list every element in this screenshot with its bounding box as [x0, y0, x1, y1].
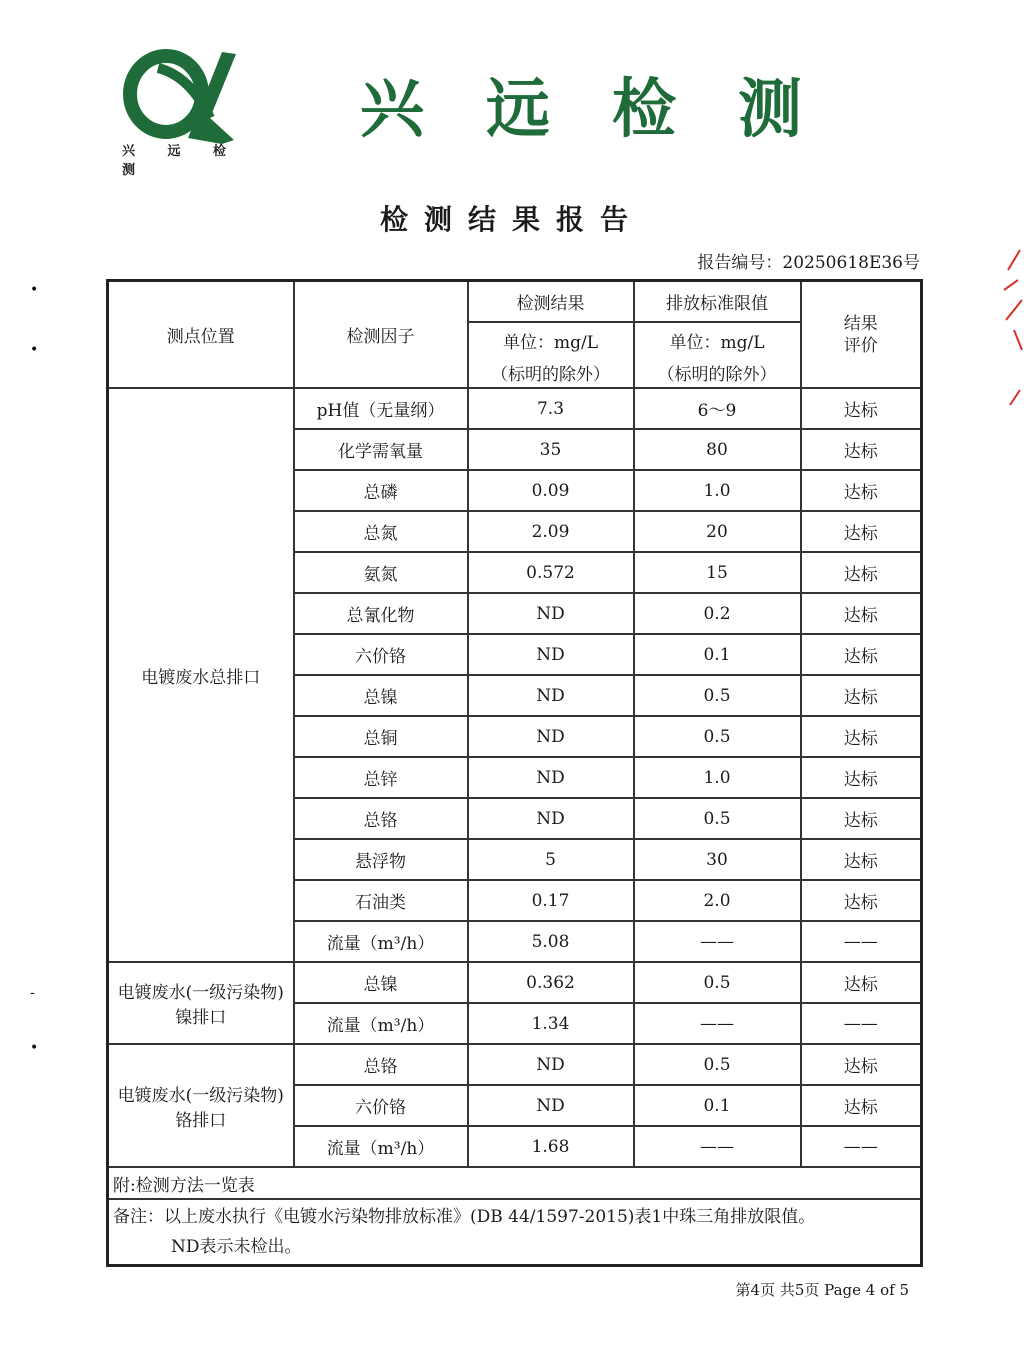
- limit-cell: 15: [634, 552, 801, 593]
- factor-cell: 总铬: [294, 1044, 468, 1085]
- red-seal-fragment: [1000, 240, 1024, 410]
- factor-cell: 流量（m³/h）: [294, 1003, 468, 1044]
- report-number: 报告编号：20250618E36号: [697, 253, 920, 273]
- table-row: [108, 962, 922, 1003]
- limit-cell: 0.2: [634, 593, 801, 634]
- evaluation-cell: 达标: [801, 839, 922, 880]
- location-cell: 电镀废水总排口: [108, 388, 294, 962]
- limit-cell: 80: [634, 429, 801, 470]
- factor-cell: 总铬: [294, 798, 468, 839]
- factor-cell: 石油类: [294, 880, 468, 921]
- evaluation-cell: 达标: [801, 470, 922, 511]
- margin-mark: •: [30, 1040, 39, 1056]
- limit-cell: 6～9: [634, 388, 801, 429]
- result-cell: 0.572: [468, 552, 634, 593]
- brand-name: 兴远检测: [360, 73, 864, 147]
- factor-cell: 总铜: [294, 716, 468, 757]
- result-cell: 1.68: [468, 1126, 634, 1167]
- limit-cell: ——: [634, 921, 801, 962]
- result-cell: ND: [468, 634, 634, 675]
- limit-cell: 0.5: [634, 675, 801, 716]
- evaluation-cell: 达标: [801, 593, 922, 634]
- header-limit: 排放标准限值: [634, 281, 801, 323]
- factor-cell: 六价铬: [294, 1085, 468, 1126]
- results-table: [106, 279, 923, 1267]
- page-footer: 第4页 共5页 Page 4 of 5: [735, 1281, 909, 1299]
- remark-cell: [108, 1199, 922, 1266]
- evaluation-cell: 达标: [801, 716, 922, 757]
- factor-cell: 总锌: [294, 757, 468, 798]
- result-cell: ND: [468, 593, 634, 634]
- evaluation-cell: 达标: [801, 757, 922, 798]
- result-cell: ND: [468, 1044, 634, 1085]
- evaluation-cell: 达标: [801, 880, 922, 921]
- margin-mark: •: [30, 282, 39, 298]
- margin-mark: •: [30, 342, 39, 358]
- remark-line-1: 备注：以上废水执行《电镀水污染物排放标准》(DB 44/1597-2015)表1中珠三角排放限值。: [113, 1207, 816, 1227]
- result-cell: 35: [468, 429, 634, 470]
- factor-cell: 总磷: [294, 470, 468, 511]
- limit-cell: 1.0: [634, 470, 801, 511]
- result-cell: 2.09: [468, 511, 634, 552]
- report-title: 检测结果报告: [379, 203, 644, 236]
- evaluation-cell: 达标: [801, 675, 922, 716]
- header-limit-unit-note: （标明的除外）: [634, 357, 801, 388]
- evaluation-cell: 达标: [801, 798, 922, 839]
- factor-cell: pH值（无量纲）: [294, 388, 468, 429]
- remark-line-2: ND表示未检出。: [171, 1237, 302, 1257]
- evaluation-cell: 达标: [801, 429, 922, 470]
- limit-cell: 2.0: [634, 880, 801, 921]
- result-cell: 1.34: [468, 1003, 634, 1044]
- result-cell: ND: [468, 798, 634, 839]
- evaluation-cell: ——: [801, 1126, 922, 1167]
- evaluation-cell: ——: [801, 921, 922, 962]
- limit-cell: 0.1: [634, 1085, 801, 1126]
- margin-mark: -: [30, 985, 35, 1001]
- header-location: 测点位置: [108, 281, 294, 389]
- factor-cell: 总氰化物: [294, 593, 468, 634]
- result-cell: ND: [468, 757, 634, 798]
- limit-cell: ——: [634, 1003, 801, 1044]
- header-result-unit-note: （标明的除外）: [468, 357, 634, 388]
- limit-cell: ——: [634, 1126, 801, 1167]
- limit-cell: 0.5: [634, 962, 801, 1003]
- result-cell: 5.08: [468, 921, 634, 962]
- factor-cell: 氨氮: [294, 552, 468, 593]
- evaluation-cell: 达标: [801, 634, 922, 675]
- limit-cell: 30: [634, 839, 801, 880]
- header-limit-unit: 单位：mg/L: [634, 322, 801, 357]
- result-cell: ND: [468, 716, 634, 757]
- factor-cell: 总氮: [294, 511, 468, 552]
- location-cell: 电镀废水(一级污染物)铬排口: [108, 1044, 294, 1167]
- factor-cell: 总镍: [294, 962, 468, 1003]
- attachment-note: 附:检测方法一览表: [108, 1167, 922, 1199]
- evaluation-cell: 达标: [801, 511, 922, 552]
- factor-cell: 流量（m³/h）: [294, 921, 468, 962]
- factor-cell: 悬浮物: [294, 839, 468, 880]
- limit-cell: 0.1: [634, 634, 801, 675]
- result-cell: 7.3: [468, 388, 634, 429]
- header-factor: 检测因子: [294, 281, 468, 389]
- evaluation-cell: 达标: [801, 388, 922, 429]
- header-result: 检测结果: [468, 281, 634, 323]
- evaluation-cell: 达标: [801, 552, 922, 593]
- factor-cell: 流量（m³/h）: [294, 1126, 468, 1167]
- header-evaluation: 结果 评价: [801, 281, 922, 389]
- logo-caption: 兴 远 检 测: [122, 144, 241, 178]
- result-cell: 5: [468, 839, 634, 880]
- limit-cell: 1.0: [634, 757, 801, 798]
- evaluation-cell: 达标: [801, 1044, 922, 1085]
- table-row: [108, 388, 922, 429]
- evaluation-cell: ——: [801, 1003, 922, 1044]
- evaluation-cell: 达标: [801, 962, 922, 1003]
- factor-cell: 总镍: [294, 675, 468, 716]
- evaluation-cell: 达标: [801, 1085, 922, 1126]
- result-cell: 0.17: [468, 880, 634, 921]
- result-cell: ND: [468, 1085, 634, 1126]
- factor-cell: 化学需氧量: [294, 429, 468, 470]
- header-result-unit: 单位：mg/L: [468, 322, 634, 357]
- limit-cell: 0.5: [634, 1044, 801, 1085]
- result-cell: 0.09: [468, 470, 634, 511]
- location-cell: 电镀废水(一级污染物)镍排口: [108, 962, 294, 1044]
- table-row: [108, 1044, 922, 1085]
- factor-cell: 六价铬: [294, 634, 468, 675]
- limit-cell: 0.5: [634, 798, 801, 839]
- limit-cell: 0.5: [634, 716, 801, 757]
- limit-cell: 20: [634, 511, 801, 552]
- result-cell: 0.362: [468, 962, 634, 1003]
- result-cell: ND: [468, 675, 634, 716]
